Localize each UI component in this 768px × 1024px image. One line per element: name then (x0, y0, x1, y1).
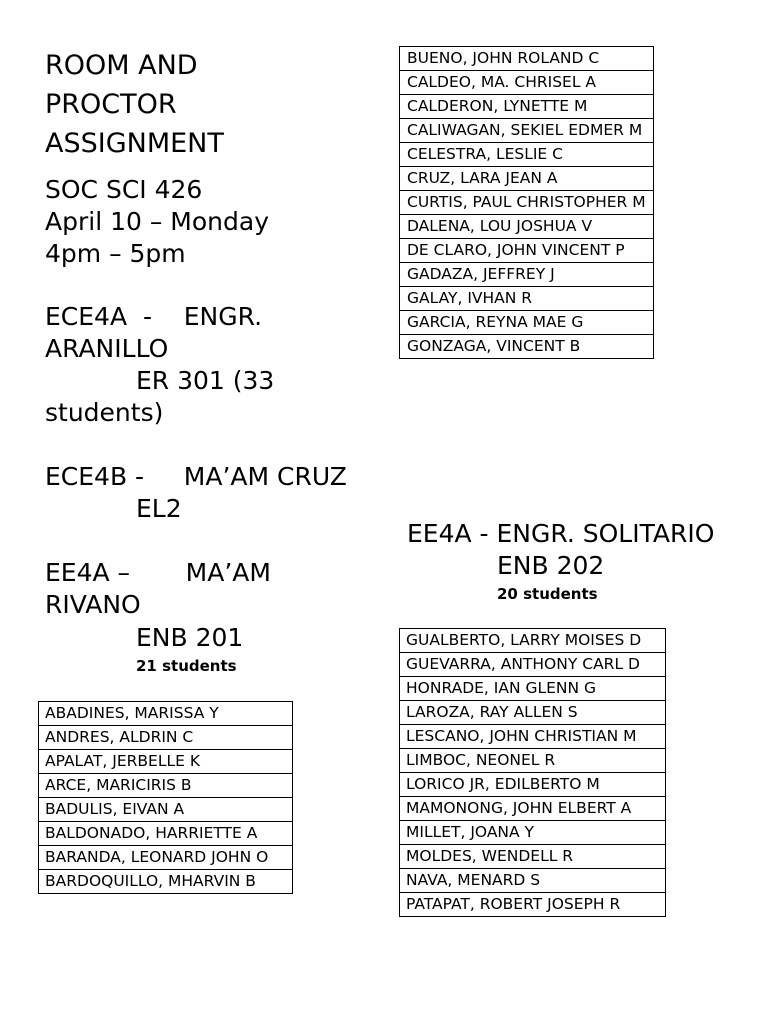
table-row (400, 119, 654, 143)
table-row (400, 47, 654, 71)
table-row (400, 725, 666, 749)
table-row (39, 702, 293, 726)
student-name: GONZAGA, VINCENT B (400, 335, 654, 359)
student-name: DALENA, LOU JOSHUA V (400, 215, 654, 239)
table-row (400, 71, 654, 95)
table-row (400, 239, 654, 263)
table-row (400, 653, 666, 677)
student-name: LESCANO, JOHN CHRISTIAN M (400, 725, 666, 749)
student-name: GADAZA, JEFFREY J (400, 263, 654, 287)
student-name: PATAPAT, ROBERT JOSEPH R (400, 893, 666, 917)
section-ece4b-room: EL2 (136, 494, 182, 523)
table-row (39, 798, 293, 822)
table-row (400, 893, 666, 917)
table-row (39, 750, 293, 774)
student-name: BUENO, JOHN ROLAND C (400, 47, 654, 71)
student-name: HONRADE, IAN GLENN G (400, 677, 666, 701)
course-info (45, 174, 269, 270)
student-name: APALAT, JERBELLE K (39, 750, 293, 774)
table-row (400, 335, 654, 359)
student-name: LAROZA, RAY ALLEN S (400, 701, 666, 725)
course-code: SOC SCI 426 (45, 175, 203, 204)
student-name: BARDOQUILLO, MHARVIN B (39, 870, 293, 894)
exam-time: 4pm – 5pm (45, 239, 186, 268)
section-ece4a-room: ER 301 (33 students) (45, 366, 275, 427)
table-row (39, 774, 293, 798)
section-rivano-room: ENB 201 (136, 623, 244, 652)
table-row (400, 749, 666, 773)
table-row (400, 95, 654, 119)
table-row (400, 821, 666, 845)
section-solitario-label: EE4A - ENGR. SOLITARIO (407, 519, 715, 548)
table-row (400, 701, 666, 725)
table-row (400, 311, 654, 335)
table-row (39, 870, 293, 894)
table-row (400, 797, 666, 821)
table-row (400, 167, 654, 191)
student-name: ANDRES, ALDRIN C (39, 726, 293, 750)
student-name: GUEVARRA, ANTHONY CARL D (400, 653, 666, 677)
section-solitario-count: 20 students (497, 585, 598, 603)
student-name: ARCE, MARICIRIS B (39, 774, 293, 798)
student-name: MAMONONG, JOHN ELBERT A (400, 797, 666, 821)
student-name: BALDONADO, HARRIETTE A (39, 822, 293, 846)
section-solitario-room: ENB 202 (497, 551, 605, 580)
table-row (39, 822, 293, 846)
section-ece4a-label: ECE4A - ENGR. ARANILLO (45, 302, 271, 363)
rivano-student-table (38, 701, 293, 894)
table-row (400, 263, 654, 287)
table-row (400, 629, 666, 653)
exam-date: April 10 – Monday (45, 207, 269, 236)
student-name: ABADINES, MARISSA Y (39, 702, 293, 726)
student-name: NAVA, MENARD S (400, 869, 666, 893)
student-name: CALDEO, MA. CHRISEL A (400, 71, 654, 95)
student-name: LORICO JR, EDILBERTO M (400, 773, 666, 797)
ece4a-student-table (399, 46, 654, 359)
section-ece4b-label: ECE4B - MA’AM CRUZ (45, 462, 347, 491)
table-row (400, 845, 666, 869)
student-name: CRUZ, LARA JEAN A (400, 167, 654, 191)
table-row (400, 191, 654, 215)
section-rivano-label: EE4A – MA’AM RIVANO (45, 558, 279, 619)
student-name: DE CLARO, JOHN VINCENT P (400, 239, 654, 263)
student-name: MILLET, JOANA Y (400, 821, 666, 845)
table-row (400, 215, 654, 239)
student-name: CALIWAGAN, SEKIEL EDMER M (400, 119, 654, 143)
student-name: BARANDA, LEONARD JOHN O (39, 846, 293, 870)
student-name: LIMBOC, NEONEL R (400, 749, 666, 773)
table-row (39, 726, 293, 750)
table-row (400, 773, 666, 797)
student-name: CELESTRA, LESLIE C (400, 143, 654, 167)
student-name: GARCIA, REYNA MAE G (400, 311, 654, 335)
table-row (400, 287, 654, 311)
table-row (39, 846, 293, 870)
table-row (400, 143, 654, 167)
page-title: ROOM AND PROCTOR ASSIGNMENT (45, 50, 224, 159)
student-name: CALDERON, LYNETTE M (400, 95, 654, 119)
table-row (400, 869, 666, 893)
student-name: GALAY, IVHAN R (400, 287, 654, 311)
section-rivano-count: 21 students (136, 657, 237, 675)
student-name: GUALBERTO, LARRY MOISES D (400, 629, 666, 653)
student-name: BADULIS, EIVAN A (39, 798, 293, 822)
table-row (400, 677, 666, 701)
student-name: MOLDES, WENDELL R (400, 845, 666, 869)
student-name: CURTIS, PAUL CHRISTOPHER M (400, 191, 654, 215)
solitario-student-table (399, 628, 666, 917)
